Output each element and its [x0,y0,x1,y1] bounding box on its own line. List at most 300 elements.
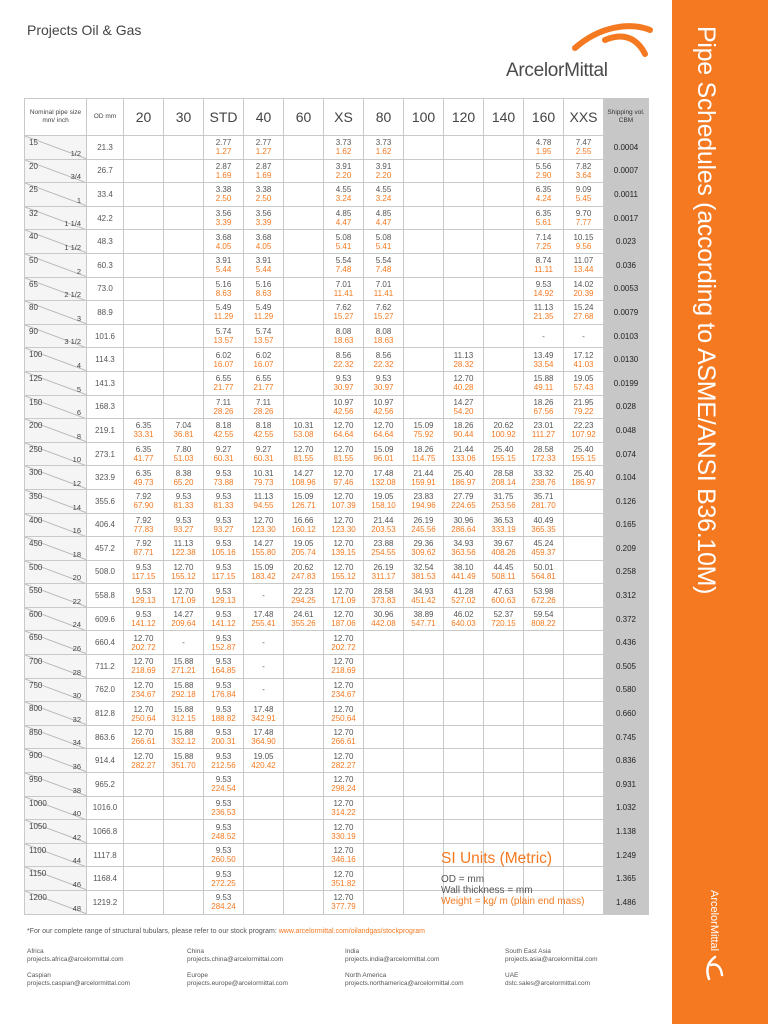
weight-value: 312.15 [171,713,196,723]
weight-value: 183.42 [251,571,276,581]
weight-value: 41.03 [573,359,594,369]
od-cell: 60.3 [87,253,124,277]
weight-value: 155.80 [251,548,276,558]
wall-thickness-value: 7.11 [216,397,231,407]
weight-value: 21.77 [213,383,234,393]
schedule-cell [124,183,164,207]
schedule-cell [484,324,524,348]
schedule-cell [164,891,204,915]
schedule-cell [204,395,244,419]
schedule-cell [444,655,484,679]
weight-value: 408.26 [491,548,516,558]
weight-value: 11.29 [253,312,274,322]
wall-thickness-value: 12.70 [453,374,474,384]
schedule-cell [124,584,164,608]
band-title: Pipe Schedules (according to ASME/ANSI B36.10M) [692,26,720,595]
schedule-cell [204,749,244,773]
weight-value: 188.82 [211,713,236,723]
weight-value: 123.30 [331,524,356,534]
schedule-cell [204,159,244,183]
wall-thickness-value: 41.28 [453,586,474,596]
schedule-cell [324,773,364,797]
wall-thickness-value: 6.35 [135,421,152,431]
schedule-cell [524,702,564,726]
weight-value: 27.68 [573,312,594,322]
size-cell [25,678,87,702]
wall-thickness-value: 15.09 [373,445,394,455]
contact-region: South East Asia [505,948,551,955]
schedule-cell [244,159,284,183]
weight-value: 266.61 [131,737,156,747]
schedule-cell [204,796,244,820]
schedule-cell [564,820,604,844]
size-inch: 24 [72,620,81,630]
contact-region: North America [345,972,387,979]
wall-thickness-value: 6.02 [255,350,272,360]
shipping-cell: 0.0017 [604,206,649,230]
schedule-cell [484,655,524,679]
weight-value: 600.63 [491,595,516,605]
schedule-cell [444,206,484,230]
od-cell: 48.3 [87,230,124,254]
schedule-cell [524,725,564,749]
wall-thickness-value: 7.62 [335,303,352,313]
size-cell [25,301,87,325]
schedule-cell [364,843,404,867]
wall-thickness-value: - [262,661,265,671]
wall-thickness-value: 23.01 [533,421,554,431]
schedule-cell [324,867,364,891]
schedule-cell [164,678,204,702]
size-cell [25,843,87,867]
wall-thickness-value: 9.27 [215,445,232,455]
shipping-cell: 0.0199 [604,371,649,395]
od-cell: 114.3 [87,348,124,372]
schedule-cell [164,843,204,867]
schedule-cell [444,277,484,301]
size-inch: 48 [72,903,81,913]
si-units-legend [441,850,631,907]
schedule-cell [284,371,324,395]
schedule-cell [564,607,604,631]
wall-thickness-value: 34.93 [453,539,474,549]
schedule-cell [284,348,324,372]
contact-email-link[interactable]: projects.caspian@arcelormittal.com [27,980,131,987]
schedule-cell [444,183,484,207]
wall-thickness-value: 9.53 [215,869,232,879]
contact-region: Europe [187,972,208,979]
od-cell: 101.6 [87,324,124,348]
wall-thickness-value: 12.70 [333,515,354,525]
table-row [25,159,649,183]
size-cell [25,466,87,490]
wall-thickness-value: 14.27 [293,468,314,478]
weight-value: 122.38 [171,548,196,558]
schedule-cell [444,136,484,160]
logo-text: ArcelorMittal [506,60,608,81]
od-cell: 812.8 [87,702,124,726]
schedule-cell [164,513,204,537]
weight-value: 9.56 [575,241,592,251]
wall-thickness-value: 5.54 [375,256,392,266]
weight-value: 332.12 [171,737,196,747]
schedule-cell [444,230,484,254]
wall-thickness-value: 47.63 [493,586,514,596]
schedule-cell [284,773,324,797]
contact-email-link[interactable]: projects.china@arcelormittal.com [187,956,284,963]
od-cell: 33.4 [87,183,124,207]
schedule-cell [404,891,444,915]
schedule-cell [364,371,404,395]
weight-value: 22.32 [333,359,354,369]
weight-value: 100.92 [491,430,516,440]
weight-value: 33.31 [133,430,154,440]
weight-value: 2.20 [335,170,352,180]
stock-program-link[interactable]: www.arcelormittal.com/oilandgas/stockprogram [278,928,426,935]
schedule-cell [204,183,244,207]
schedule-cell [564,655,604,679]
size-cell [25,136,87,160]
schedule-cell [124,678,164,702]
wall-thickness-value: 15.09 [253,562,274,572]
schedule-cell [124,891,164,915]
wall-thickness-value: 12.70 [333,846,354,856]
size-mm: 700 [29,657,43,667]
schedule-cell [324,301,364,325]
weight-value: 245.56 [411,524,436,534]
schedule-cell [404,489,444,513]
schedule-cell [564,230,604,254]
schedule-cell [164,749,204,773]
wall-thickness-value: 3.56 [255,209,272,219]
wall-thickness-value: 27.79 [453,492,474,502]
weight-value: 11.29 [213,312,234,322]
contact-region: Caspian [27,972,51,979]
wall-thickness-value: 8.08 [375,327,392,337]
weight-value: 172.33 [531,454,556,464]
schedule-cell [324,796,364,820]
schedule-cell [444,371,484,395]
wall-thickness-value: 4.78 [535,138,552,148]
schedule-cell [124,301,164,325]
wall-thickness-value: 9.53 [215,893,232,903]
schedule-cell [284,183,324,207]
wall-thickness-value: 23.83 [413,492,434,502]
wall-thickness-value: 9.53 [175,492,192,502]
wall-thickness-value: 6.55 [255,374,272,384]
schedule-cell [404,277,444,301]
table-row [25,371,649,395]
contact-email-link[interactable]: projects.asia@arcelormittal.com [505,956,598,963]
wall-thickness-value: 18.26 [453,421,474,431]
schedule-header: 40 [244,99,284,136]
od-cell: 1016.0 [87,796,124,820]
wall-thickness-value: 19.05 [373,492,394,502]
size-inch: 1 1/2 [64,242,81,252]
table-row [25,277,649,301]
wall-thickness-value: 8.18 [255,421,272,431]
wall-thickness-value: 12.70 [133,657,154,667]
weight-value: 3.64 [575,170,592,180]
schedule-cell [204,466,244,490]
schedule-cell [484,206,524,230]
schedule-cell [404,513,444,537]
schedule-cell [164,466,204,490]
schedule-cell [524,419,564,443]
size-cell [25,513,87,537]
schedule-cell [564,749,604,773]
wall-thickness-value: 7.01 [335,279,352,289]
weight-value: 160.12 [291,524,316,534]
schedule-cell [444,607,484,631]
size-mm: 65 [29,279,38,289]
size-mm: 1000 [29,798,47,808]
weight-value: 16.07 [213,359,234,369]
wall-thickness-value: 52.37 [493,610,514,620]
schedule-cell [484,631,524,655]
schedule-cell [324,678,364,702]
schedule-cell [444,466,484,490]
size-inch: 34 [72,738,81,748]
schedule-cell [444,702,484,726]
weight-value: 11.41 [373,288,394,298]
schedule-cell [244,867,284,891]
table-row [25,820,649,844]
schedule-header: XS [324,99,364,136]
weight-value: 42.55 [213,430,234,440]
wall-thickness-value: 5.54 [335,256,352,266]
wall-thickness-value: 59.54 [533,610,554,620]
wall-thickness-value: 12.70 [173,586,194,596]
weight-value: 314.22 [331,807,356,817]
schedule-cell [164,820,204,844]
table-row [25,324,649,348]
table-row [25,725,649,749]
shipping-cell: 0.0053 [604,277,649,301]
weight-value: 28.26 [253,406,274,416]
schedule-cell [564,631,604,655]
shipping-cell: 1.032 [604,796,649,820]
contact-block [187,948,337,964]
weight-value: 57.43 [573,383,594,393]
weight-value: 202.72 [331,642,356,652]
contact-region: UAE [505,972,519,979]
schedule-cell [164,537,204,561]
size-inch: 1/2 [70,148,81,158]
schedule-cell [484,773,524,797]
schedule-cell [404,537,444,561]
schedule-cell [524,796,564,820]
wall-thickness-value: 3.38 [215,185,232,195]
weight-value: 373.83 [371,595,396,605]
weight-value: 20.39 [573,288,594,298]
wall-thickness-value: 12.70 [333,468,354,478]
schedule-cell [284,324,324,348]
schedule-cell [244,442,284,466]
shipping-cell: 0.0011 [604,183,649,207]
contact-email-link[interactable]: projects.europe@arcelormittal.com [187,980,288,987]
wall-thickness-value: 8.18 [215,421,232,431]
schedule-cell [484,395,524,419]
wall-thickness-value: 17.48 [253,728,274,738]
schedule-cell [564,371,604,395]
shipping-cell: 0.505 [604,655,649,679]
schedule-cell [324,489,364,513]
schedule-header: 80 [364,99,404,136]
size-cell [25,607,87,631]
schedule-cell [364,301,404,325]
contact-email-link[interactable]: projects.northamerica@arcelormittal.com [345,980,464,987]
wall-thickness-value: 7.92 [135,492,152,502]
schedule-cell [164,159,204,183]
weight-value: 28.32 [453,359,474,369]
schedule-cell [444,395,484,419]
weight-value: 176.84 [211,689,236,699]
wall-thickness-value: 4.55 [335,185,352,195]
schedule-cell [524,324,564,348]
wall-thickness-value: - [262,685,265,695]
weight-value: 271.21 [171,666,196,676]
weight-value: 67.90 [133,501,154,511]
schedule-cell [244,702,284,726]
wall-thickness-value: 31.75 [493,492,514,502]
contact-email-link[interactable]: projects.africa@arcelormittal.com [27,956,124,963]
schedule-cell [524,537,564,561]
wall-thickness-value: 8.56 [375,350,392,360]
weight-value: 286.64 [451,524,476,534]
shipping-cell: 0.036 [604,253,649,277]
schedule-cell [124,136,164,160]
weight-value: 28.26 [213,406,234,416]
table-row [25,136,649,160]
wall-thickness-value: 10.97 [333,397,354,407]
table-row [25,442,649,466]
wall-thickness-value: 3.91 [255,256,272,266]
schedule-cell [364,513,404,537]
schedule-cell [404,560,444,584]
schedule-cell [484,419,524,443]
weight-value: 105.16 [211,548,236,558]
schedule-cell [324,159,364,183]
weight-value: 5.44 [255,265,272,275]
size-mm: 650 [29,633,43,643]
contact-email-link[interactable]: dstc.sales@arcelormittal.com [505,980,590,987]
table-row [25,513,649,537]
schedule-cell [124,348,164,372]
weight-value: 4.05 [255,241,272,251]
schedule-cell [524,513,564,537]
table-row [25,419,649,443]
weight-value: 250.64 [331,713,356,723]
schedule-cell [364,796,404,820]
wall-thickness-value: 12.70 [333,610,354,620]
wall-thickness-value: 9.70 [575,209,592,219]
size-mm: 20 [29,161,38,171]
schedule-cell [204,513,244,537]
schedule-cell [404,159,444,183]
weight-value: 49.73 [133,477,154,487]
weight-value: 3.24 [335,194,352,204]
od-cell: 323.9 [87,466,124,490]
schedule-cell [244,843,284,867]
schedule-cell [484,749,524,773]
weight-value: 155.15 [571,454,596,464]
schedule-cell [244,253,284,277]
size-cell [25,277,87,301]
shipping-cell: 0.074 [604,442,649,466]
shipping-cell: 1.486 [604,891,649,915]
od-header: OD mm [87,99,124,136]
wall-thickness-value: 6.35 [535,209,552,219]
weight-value: 141.12 [211,619,236,629]
schedule-cell [124,324,164,348]
wall-thickness-value: 12.70 [133,680,154,690]
size-cell [25,395,87,419]
schedule-cell [284,560,324,584]
weight-value: 16.07 [253,359,274,369]
schedule-cell [124,371,164,395]
weight-value: 11.41 [333,288,354,298]
weight-value: 18.63 [333,336,354,346]
contact-email-link[interactable]: projects.india@arcelormittal.com [345,956,440,963]
wall-thickness-value: 6.35 [135,445,152,455]
schedule-cell [164,277,204,301]
od-cell: 42.2 [87,206,124,230]
weight-value: 282.27 [331,760,356,770]
wall-thickness-value: 7.14 [535,232,552,242]
wall-thickness-value: 9.53 [215,822,232,832]
schedule-cell [164,773,204,797]
size-mm: 50 [29,255,38,265]
schedule-cell [124,395,164,419]
weight-value: 81.33 [173,501,194,511]
schedule-cell [364,702,404,726]
weight-value: 4.47 [375,218,392,228]
schedule-cell [324,324,364,348]
weight-value: 64.64 [333,430,354,440]
schedule-cell [124,796,164,820]
wall-thickness-value: 6.55 [215,374,232,384]
schedule-cell [444,773,484,797]
schedule-cell [244,773,284,797]
od-cell: 141.3 [87,371,124,395]
weight-value: 564.81 [531,571,556,581]
weight-value: 94.55 [253,501,274,511]
wall-thickness-value: 9.53 [215,775,232,785]
weight-value: 22.32 [373,359,394,369]
wall-thickness-value: 15.09 [413,421,434,431]
weight-value: 87.71 [133,548,154,558]
table-row [25,560,649,584]
shipping-cell: 1.138 [604,820,649,844]
wall-thickness-value: 21.44 [453,445,474,455]
side-band [672,0,768,1024]
weight-value: 377.79 [331,902,356,912]
table-row [25,183,649,207]
size-inch: 42 [72,832,81,842]
wall-thickness-value: 4.55 [375,185,392,195]
weight-value: 808.22 [531,619,556,629]
weight-value: 3.39 [255,218,272,228]
size-inch: 12 [72,478,81,488]
contact-block [27,972,177,988]
schedule-cell [124,489,164,513]
schedule-cell [124,159,164,183]
wall-thickness-value: 36.53 [493,515,514,525]
wall-thickness-value: 15.88 [173,728,194,738]
wall-thickness-value: 10.97 [373,397,394,407]
weight-value: 40.28 [453,383,474,393]
